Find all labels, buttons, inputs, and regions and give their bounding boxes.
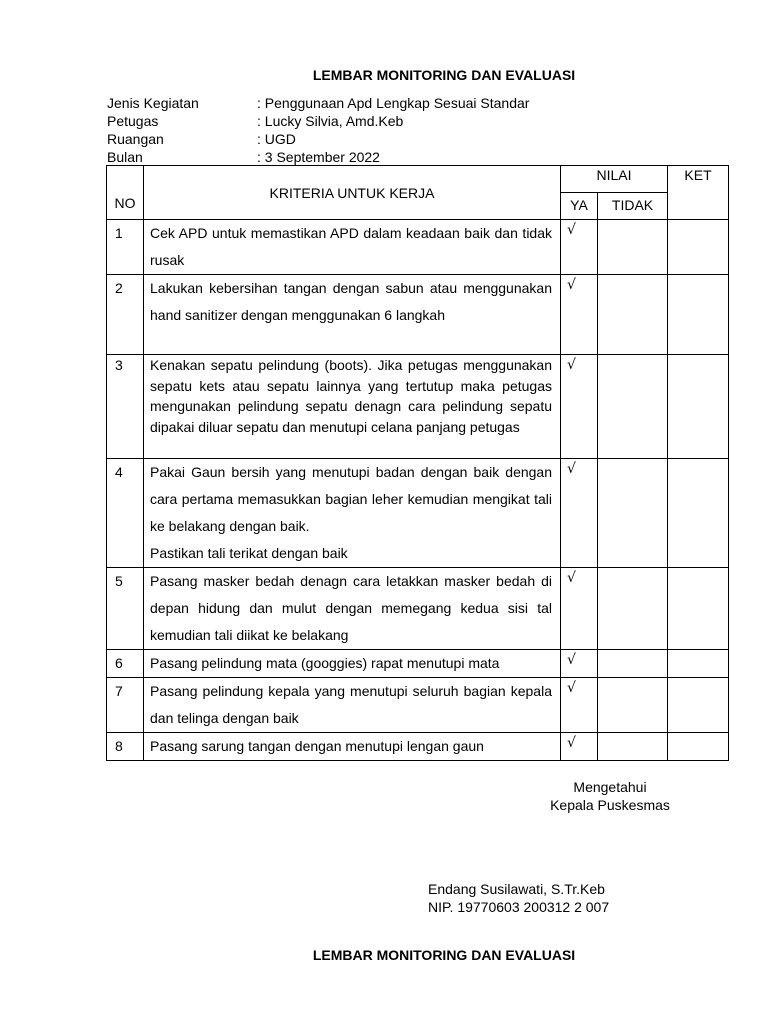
table-row	[107, 733, 729, 761]
check-ya: √	[561, 650, 598, 678]
info-value: : Penggunaan Apd Lengkap Sesuai Standar	[257, 95, 530, 111]
check-ya: √	[561, 459, 598, 568]
acknowledgement-block	[540, 778, 680, 814]
header-nilai: NILAI	[561, 166, 668, 193]
check-tidak	[598, 678, 668, 733]
ket-cell	[668, 678, 729, 733]
criteria-text: Pasang sarung tangan dengan menutupi lengan gaun	[144, 733, 561, 761]
criteria-text: Pasang masker bedah denagn cara letakkan masker bedah di depan hidung dan mulut dengan memegang kedua sisi tal kemudian tali diikat ke belakang	[144, 568, 561, 650]
check-tidak	[598, 220, 668, 275]
row-number: 8	[107, 733, 144, 761]
info-value: : UGD	[257, 131, 296, 147]
header-ya: YA	[561, 193, 598, 220]
table-row	[107, 678, 729, 733]
criteria-text: Pasang pelindung mata (googgies) rapat menutupi mata	[144, 650, 561, 678]
check-ya: √	[561, 568, 598, 650]
ket-cell	[668, 568, 729, 650]
header-tidak: TIDAK	[598, 193, 668, 220]
check-ya: √	[561, 733, 598, 761]
info-label: Jenis Kegiatan	[107, 95, 199, 111]
ket-cell	[668, 275, 729, 355]
check-ya: √	[561, 355, 598, 459]
check-tidak	[598, 568, 668, 650]
info-row-ruangan	[107, 130, 529, 148]
document-title: LEMBAR MONITORING DAN EVALUASI	[312, 67, 576, 83]
header-ket: KET	[668, 166, 729, 220]
table-row	[107, 650, 729, 678]
row-number: 4	[107, 459, 144, 568]
row-number: 6	[107, 650, 144, 678]
info-row-petugas	[107, 112, 529, 130]
check-ya: √	[561, 275, 598, 355]
row-number: 2	[107, 275, 144, 355]
signer-block	[428, 880, 609, 916]
acknowledge-text: Mengetahui	[573, 779, 647, 795]
criteria-text: Cek APD untuk memastikan APD dalam keadaan baik dan tidak rusak	[144, 220, 561, 275]
row-number: 7	[107, 678, 144, 733]
info-label: Petugas	[107, 113, 159, 129]
ket-cell	[668, 650, 729, 678]
check-tidak	[598, 650, 668, 678]
header-criteria: KRITERIA UNTUK KERJA	[144, 166, 561, 220]
info-block	[107, 94, 529, 166]
header-no: NO	[107, 166, 144, 220]
criteria-text: Lakukan kebersihan tangan dengan sabun atau menggunakan hand sanitizer dengan menggunakan 6 langkah	[144, 275, 561, 355]
info-value: : 3 September 2022	[257, 149, 380, 165]
table-row	[107, 568, 729, 650]
check-ya: √	[561, 220, 598, 275]
check-tidak	[598, 275, 668, 355]
ket-cell	[668, 733, 729, 761]
criteria-text: Pakai Gaun bersih yang menutupi badan dengan baik dengan cara pertama memasukkan bagian leher kemudian mengikat tali ke belakang dengan baik. Pastikan tali terikat dengan baik	[144, 459, 561, 568]
check-tidak	[598, 355, 668, 459]
ket-cell	[668, 355, 729, 459]
criteria-table	[106, 165, 729, 761]
signer-name: Endang Susilawati, S.Tr.Keb	[428, 881, 605, 897]
signer-nip: NIP. 19770603 200312 2 007	[428, 899, 610, 915]
table-row	[107, 459, 729, 568]
info-row-jenis-kegiatan	[107, 94, 529, 112]
info-value: : Lucky Silvia, Amd.Keb	[257, 113, 404, 129]
row-number: 3	[107, 355, 144, 459]
ket-cell	[668, 220, 729, 275]
row-number: 1	[107, 220, 144, 275]
table-row	[107, 220, 729, 275]
row-number: 5	[107, 568, 144, 650]
criteria-text: Pasang pelindung kepala yang menutupi seluruh bagian kepala dan telinga dengan baik	[144, 678, 561, 733]
info-label: Ruangan	[107, 131, 164, 147]
check-ya: √	[561, 678, 598, 733]
info-label: Bulan	[107, 149, 143, 165]
table-row	[107, 275, 729, 355]
info-row-bulan	[107, 148, 529, 166]
criteria-text: Kenakan sepatu pelindung (boots). Jika petugas menggunakan sepatu kets atau sepatu lainnya yang tertutup maka petugas mengunakan pelindung sepatu denagn cara pelindung sepatu dipakai diluar sepatu dan menutupi celana panjang petugas	[144, 355, 561, 459]
check-tidak	[598, 733, 668, 761]
table-row	[107, 355, 729, 459]
ket-cell	[668, 459, 729, 568]
next-page-title: LEMBAR MONITORING DAN EVALUASI	[312, 947, 576, 963]
signer-position: Kepala Puskesmas	[550, 797, 670, 813]
check-tidak	[598, 459, 668, 568]
